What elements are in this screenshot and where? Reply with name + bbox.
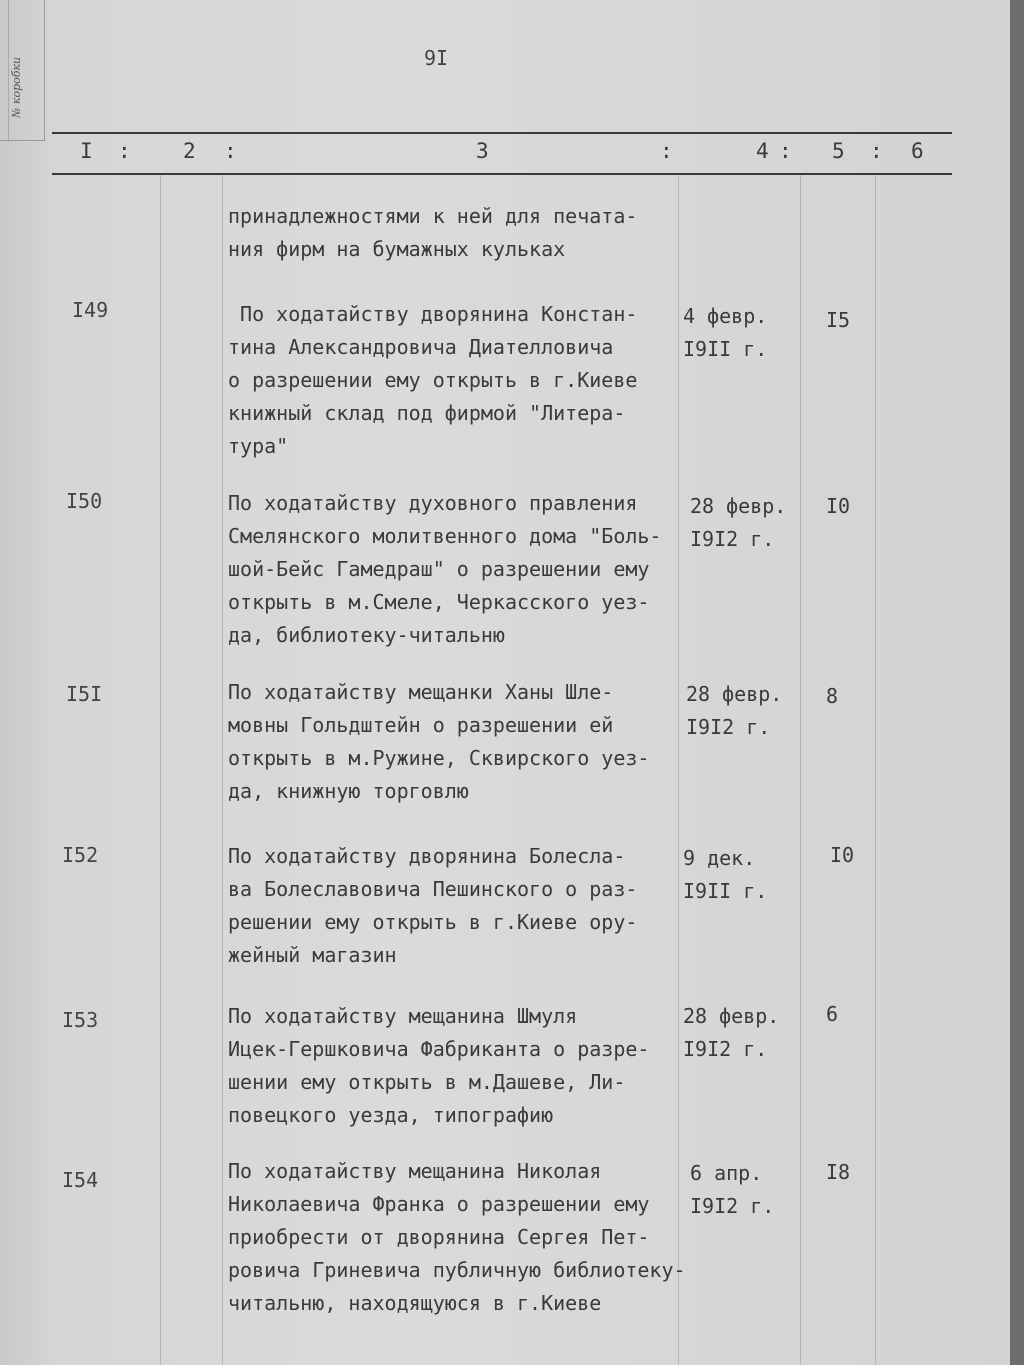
entry-description: По ходатайству мещанина Николая Николаевича Франка о разрешении ему приобрести от дворянина Сергея Пет- ровича Гриневича публичную библиотеку- читальню, находящуюся в г.Киеве [228, 1159, 686, 1315]
column-separator: : [660, 139, 673, 163]
column-separator: : [224, 139, 237, 163]
entry-pages: I5 [826, 308, 851, 332]
archive-margin-strip [0, 0, 45, 141]
entry-description: По ходатайству дворянина Болесла- ва Болеславовича Пешинского о раз- решении ему открыть в г.Киеве ору- жейный магазин [228, 844, 638, 967]
entry-number: I54 [62, 1168, 99, 1192]
column-header-6: 6 [911, 139, 924, 163]
entry-pages: 6 [826, 1002, 839, 1026]
column-divider [222, 175, 223, 1365]
column-separator: : [118, 139, 131, 163]
margin-rule [8, 0, 9, 140]
entry-description: По ходатайству духовного правления Смелянского молитвенного дома "Боль- шой-Бейс Гамедраш" о разрешении ему открыть в м.Смеле, Черкасского уез- да, библиотеку-читальню [228, 491, 662, 647]
entry-date: 4 февр. I9II г. [683, 304, 768, 361]
entry-date: 28 февр. I9I2 г. [683, 1004, 780, 1061]
entry-number: I53 [62, 1008, 99, 1032]
column-header-3: 3 [476, 139, 489, 163]
column-header-1: I [80, 139, 93, 163]
entry-number: I50 [66, 489, 103, 513]
column-header-4: 4 [756, 139, 769, 163]
entry-pages: 8 [826, 684, 839, 708]
entry-date: 28 февр. I9I2 г. [686, 682, 783, 739]
page-number: 9I [424, 46, 449, 70]
entry-description: По ходатайству дворянина Констан- тина Александровича Диателловича о разрешении ему открыть в г.Киеве книжный склад под фирмой "Литера- тура" [228, 302, 638, 458]
column-divider [875, 175, 876, 1365]
entry-description: По ходатайству мещанки Ханы Шле- мовны Гольдштейн о разрешении ей открыть в м.Ружине, Сквирского уез- да, книжную торговлю [228, 680, 650, 803]
entry-pages: I0 [830, 843, 855, 867]
entry-number: I52 [62, 843, 99, 867]
header-rule-bottom [52, 173, 952, 175]
entry-pages: I8 [826, 1160, 851, 1184]
box-number-label: № коробки [10, 56, 23, 118]
column-separator: : [779, 139, 792, 163]
column-separator: : [870, 139, 883, 163]
column-divider [160, 175, 161, 1365]
entry-number: I49 [72, 298, 109, 322]
continuation-text: принадлежностями к ней для печата- ния фирм на бумажных кульках [228, 204, 638, 261]
column-header-2: 2 [183, 139, 196, 163]
entry-date: 28 февр. I9I2 г. [690, 494, 787, 551]
entry-pages: I0 [826, 494, 851, 518]
entry-date: 6 апр. I9I2 г. [690, 1161, 775, 1218]
header-rule-top [52, 132, 952, 134]
entry-date: 9 дек. I9II г. [683, 846, 768, 903]
column-divider [800, 175, 801, 1365]
entry-description: По ходатайству мещанина Шмуля Ицек-Гершковича Фабриканта о разре- шении ему открыть в м.Дашеве, Ли- повецкого уезда, типографию [228, 1004, 650, 1127]
entry-number: I5I [66, 682, 103, 706]
column-header-5: 5 [832, 139, 845, 163]
